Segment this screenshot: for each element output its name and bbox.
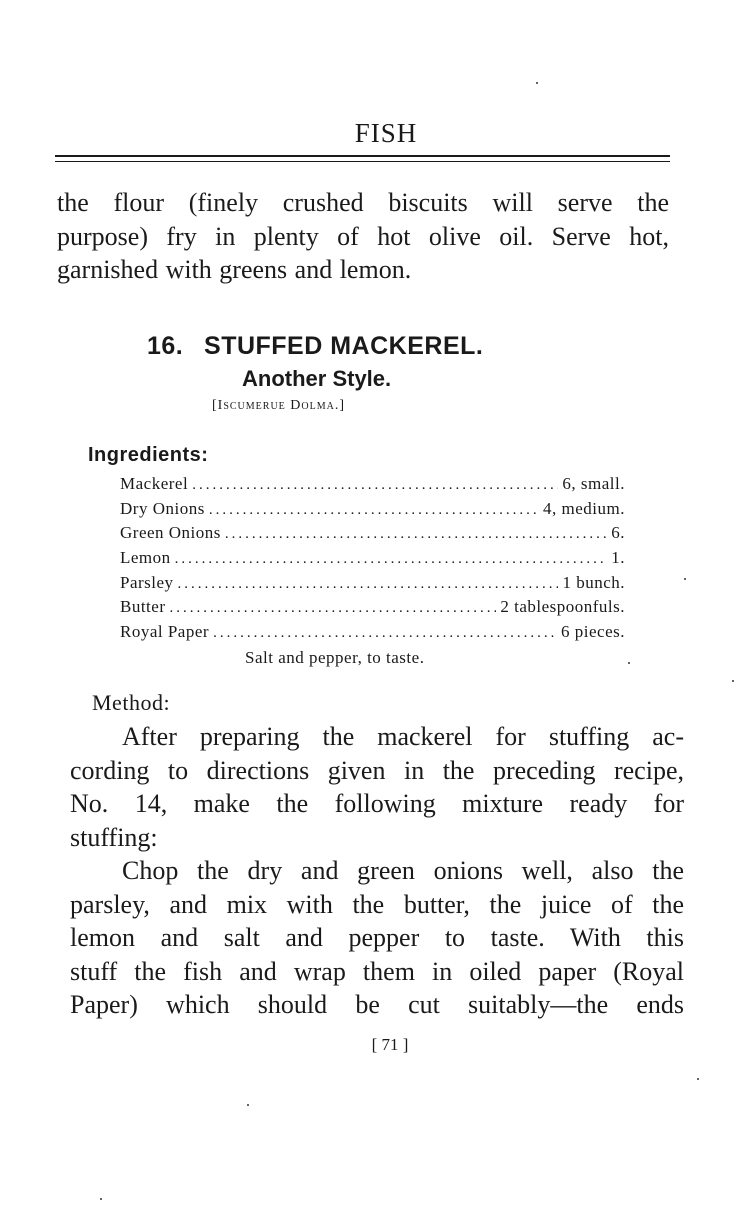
leader-dots [213,625,557,642]
method-line: After preparing the mackerel for stuffing ac- [122,722,684,751]
ingredient-name: Lemon [120,548,171,568]
ingredient-quantity: 6 pieces. [561,622,625,642]
leader-dots [209,502,539,519]
ingredient-row [120,474,625,499]
method-line: stuff the fish and wrap them in oiled paper (Royal [70,956,684,986]
ingredient-row [120,597,625,622]
header-rule-thick [55,155,670,157]
ingredient-quantity: 1 bunch. [562,572,625,592]
method-line: parsley, and mix with the butter, the juice of the [70,889,684,919]
page-number: [ 71 ] [371,1035,409,1054]
leader-dots [175,551,608,568]
paragraph-line: purpose) fry in plenty of hot olive oil. Serve hot, [57,221,669,251]
recipe-subtitle: Another Style. [242,366,392,391]
ingredient-row [120,548,625,573]
paragraph-line: the flour (finely crushed biscuits will serve the [57,188,669,217]
ingredient-name: Royal Paper [120,622,210,642]
ingredient-quantity: 6, small. [562,474,625,493]
ingredient-name: Green Onions [120,523,221,543]
method-label: Method: [92,690,171,715]
recipe-title: STUFFED MACKEREL. [204,332,484,360]
leader-dots [225,526,607,543]
ingredients-note: Salt and pepper, to taste. [245,648,425,667]
ingredient-row [120,573,625,598]
header-rule-thin [55,161,670,162]
ingredient-row [120,499,625,524]
ingredient-quantity: 4, medium. [543,498,625,518]
paper-speck [684,578,686,580]
recipe-heading [147,332,483,361]
ingredients-list [120,474,625,647]
paper-speck [732,680,734,682]
method-line: cording to directions given in the preceding recipe, [70,755,684,785]
leader-dots [170,600,497,617]
leader-dots [178,576,559,593]
paper-speck [697,1078,699,1080]
method-line: lemon and salt and pepper to taste. With this [70,923,684,952]
method-text [70,720,684,1022]
paper-speck [536,82,538,84]
paragraph-line: garnished with greens and lemon. [57,255,412,284]
method-line: stuffing: [70,822,158,852]
running-head: FISH [354,118,418,148]
ingredient-name: Dry Onions [120,498,205,518]
paper-speck [628,662,630,664]
recipe-native-name: [Iscumerue Dolma.] [212,398,345,413]
ingredient-quantity: 1. [611,548,625,568]
paper-speck [100,1198,102,1200]
ingredient-name: Mackerel [120,474,189,493]
ingredient-quantity: 2 tablespoonfuls. [500,597,625,617]
method-line: No. 14, make the following mixture ready for [70,789,684,818]
ingredient-row [120,622,625,647]
ingredient-name: Butter [120,597,166,617]
ingredient-row [120,523,625,548]
continued-paragraph [57,186,669,287]
ingredients-label: Ingredients: [88,444,209,466]
leader-dots [192,477,558,494]
ingredient-name: Parsley [120,572,174,592]
paper-speck [247,1104,249,1106]
recipe-number: 16. [147,332,184,360]
method-line: Paper) which should be cut suitably—the ends [70,990,684,1019]
ingredient-quantity: 6. [611,523,625,543]
method-line: Chop the dry and green onions well, also the [122,856,684,885]
